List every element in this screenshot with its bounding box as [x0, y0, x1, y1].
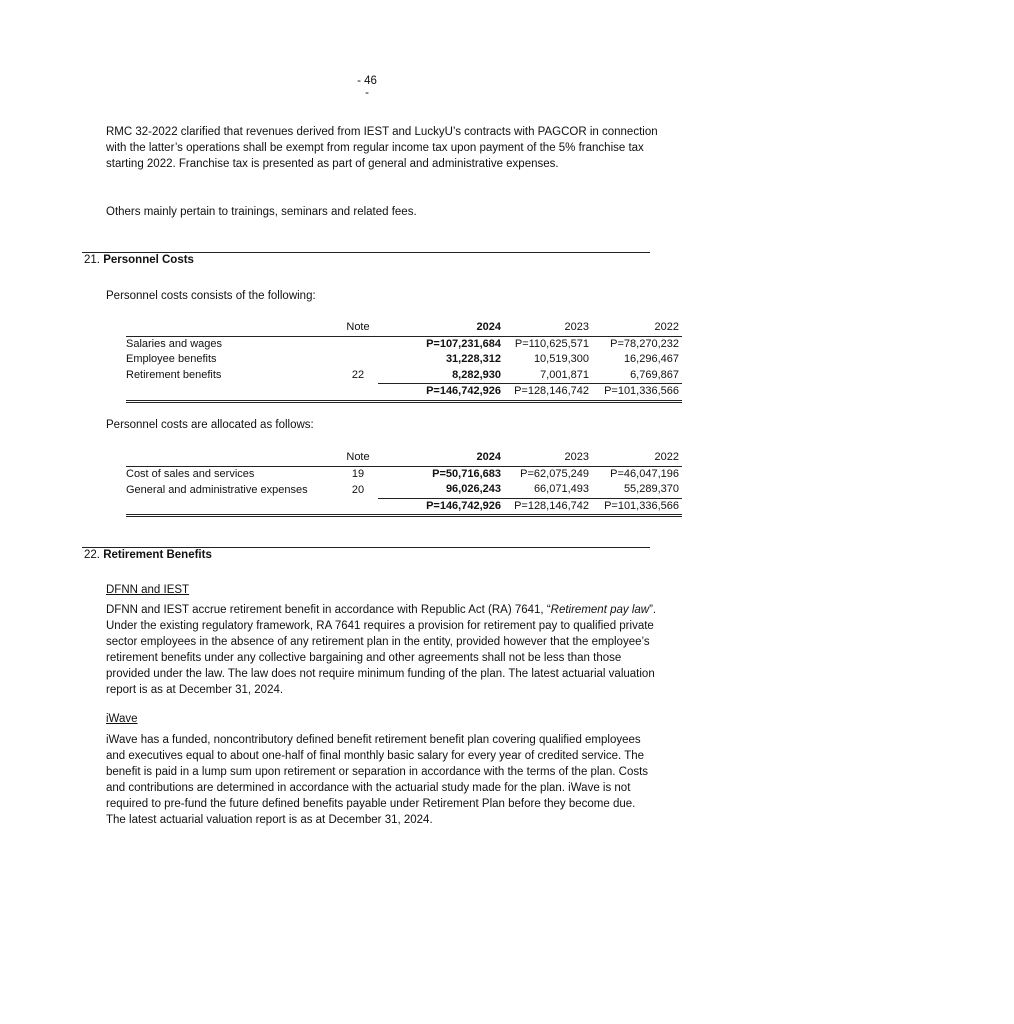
text-part: DFNN and IEST accrue retirement benefit in accordance with Republic Act (RA) 7641, “ [106, 604, 551, 616]
iwave-paragraph [106, 732, 658, 828]
section-heading-personnel-costs [84, 254, 194, 266]
row-2022-value: P=46,047,196 [610, 467, 679, 480]
note-header: Note [338, 450, 378, 466]
row-2022-value: 16,296,467 [623, 353, 679, 366]
year-2022-header: 2022 [593, 450, 682, 466]
table-header-row [126, 320, 682, 336]
law-title: Retirement pay law [550, 604, 650, 616]
personnel-costs-intro: Personnel costs consists of the following: [106, 290, 316, 302]
row-label: Salaries and wages [126, 337, 223, 350]
text-part: ”. Under the existing regulatory framework, RA 7641 requires a provision for retirement pay to qualified private sector employees in the absence of any retirement plan in the entity, provided however that the employee’s retirement benefits under any collective bargaining and other agreements shall not be less than those provided under the law. The law does not require minimum funding of the plan. The latest actuarial valuation report is as at December 31, 2024. [106, 604, 657, 696]
row-note [338, 336, 378, 352]
table-total-row [126, 384, 682, 402]
total-2024-value: P=146,742,926 [378, 498, 505, 516]
row-label: Cost of sales and services [126, 467, 255, 480]
row-2023-value: 66,071,493 [533, 483, 589, 496]
row-2024-value: 31,228,312 [445, 353, 501, 366]
label-header [126, 450, 338, 466]
total-2023-value: P=128,146,742 [505, 384, 593, 402]
allocation-intro: Personnel costs are allocated as follows: [106, 419, 314, 431]
section-number: 21. [84, 254, 100, 266]
total-2024-value: P=146,742,926 [378, 384, 505, 402]
section-divider [82, 547, 650, 548]
year-2024-header: 2024 [378, 450, 505, 466]
table-header-row [126, 450, 682, 466]
row-note: 19 [351, 467, 365, 480]
page-number: - 46 - [357, 75, 377, 99]
total-2022-value: P=101,336,566 [593, 384, 682, 402]
table-row [126, 482, 682, 498]
row-label: Employee benefits [126, 353, 217, 366]
total-note [338, 384, 378, 402]
intro-paragraph-text: Others mainly pertain to trainings, seminars and related fees. [106, 206, 417, 218]
dfnn-iest-paragraph [106, 602, 658, 698]
intro-paragraph-others [106, 204, 658, 220]
row-2024-value: 8,282,930 [452, 368, 501, 381]
total-2022-value: P=101,336,566 [593, 498, 682, 516]
section-heading-retirement-benefits [84, 549, 212, 561]
row-2024-value: P=107,231,684 [426, 337, 501, 350]
row-label: Retirement benefits [126, 369, 222, 381]
total-label [126, 498, 338, 516]
table-row [126, 336, 682, 352]
total-note [338, 498, 378, 516]
total-label [126, 384, 338, 402]
iwave-text: iWave has a funded, noncontributory defined benefit retirement benefit plan covering qualified employees and executives equal to about one-half of final monthly basic salary for every year of credited service. The benefit is paid in a lump sum upon retirement or separation in accordance with the terms of the plan. Costs and contributions are determined in accordance with the actuarial study made for the plan. iWave is not required to pre-fund the future defined benefits payable under Retirement Plan before they become due. The latest actuarial valuation report is as at December 31, 2024. [106, 734, 649, 826]
table-total-row [126, 498, 682, 516]
row-note: 20 [351, 483, 365, 496]
row-note: 22 [351, 369, 365, 381]
table-row [126, 352, 682, 368]
subheading-dfnn-iest: DFNN and IEST [106, 584, 190, 596]
total-2023-value: P=128,146,742 [505, 498, 593, 516]
intro-paragraph-franchise-tax [106, 124, 658, 172]
year-2024-header: 2024 [378, 320, 505, 336]
personnel-allocation-table [126, 450, 682, 517]
dfnn-iest-text [106, 602, 658, 698]
row-2023-value: 7,001,871 [540, 368, 589, 381]
note-header: Note [338, 320, 378, 336]
table-row [126, 466, 682, 482]
intro-paragraph-text: RMC 32-2022 clarified that revenues derived from IEST and LuckyU’s contracts with PAGCOR in connection with the latter’s operations shall be exempt from regular income tax upon payment of the 5% franchise tax starting 2022. Franchise tax is presented as part of general and administrative expenses. [106, 126, 658, 170]
row-2024-value: 96,026,243 [445, 483, 501, 496]
row-2024-value: P=50,716,683 [432, 467, 501, 480]
row-2023-value: 10,519,300 [533, 353, 589, 366]
row-2023-value: P=62,075,249 [520, 467, 589, 480]
row-note [338, 352, 378, 368]
personnel-costs-table [126, 320, 682, 403]
row-label: General and administrative expenses [126, 483, 308, 496]
row-2022-value: 55,289,370 [623, 483, 679, 496]
subheading-iwave: iWave [106, 713, 138, 725]
row-2023-value: P=110,625,571 [514, 337, 589, 350]
section-title: Personnel Costs [103, 254, 194, 266]
year-2023-header: 2023 [505, 320, 593, 336]
year-2023-header: 2023 [505, 450, 593, 466]
row-2022-value: P=78,270,232 [610, 337, 679, 350]
section-title: Retirement Benefits [103, 549, 212, 561]
section-divider [82, 252, 650, 253]
row-2022-value: 6,769,867 [630, 368, 679, 381]
table-row [126, 368, 682, 384]
label-header [126, 320, 338, 336]
section-number: 22. [84, 549, 100, 561]
year-2022-header: 2022 [593, 320, 682, 336]
